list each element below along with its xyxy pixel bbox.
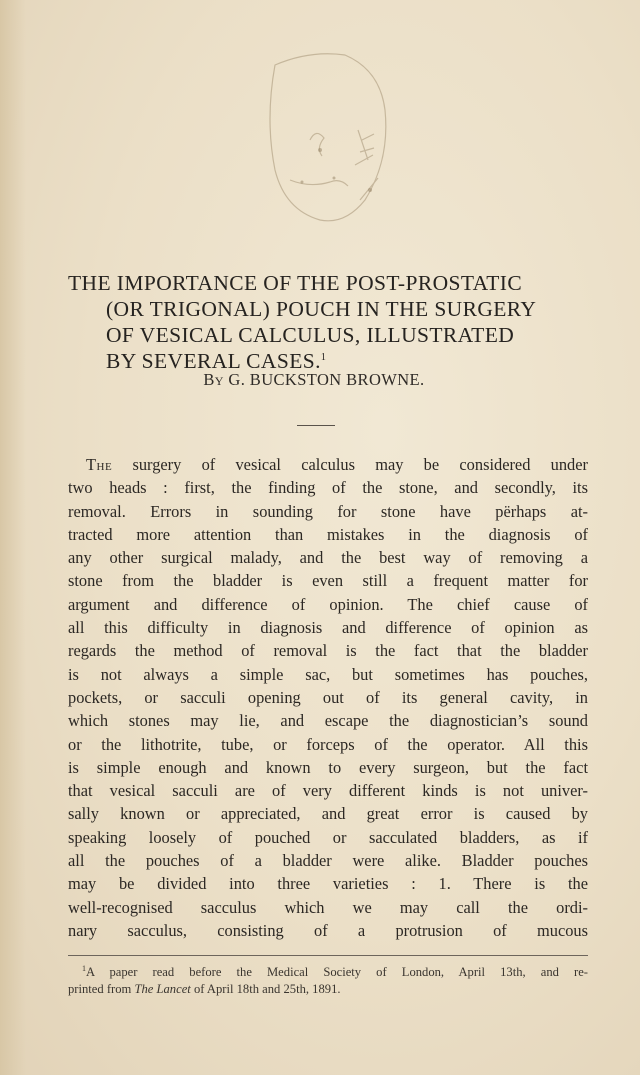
- title-footnote-marker: 1: [320, 352, 327, 363]
- footnote-marker: 1: [82, 964, 86, 973]
- body-line: regards the method of removal is the fact that the bladder: [68, 641, 588, 661]
- body-line: sally known or appreciated, and great error is caused by: [68, 804, 588, 824]
- title-line: OF VESICAL CALCULUS, ILLUSTRATED: [106, 323, 515, 347]
- body-line: pockets, or sacculi opening out of its general cavity, in: [68, 687, 588, 707]
- title-line: (OR TRIGONAL) POUCH IN THE SURGERY: [106, 297, 537, 321]
- body-line: removal. Errors in sounding for stone have përhaps at-: [68, 501, 588, 521]
- footnote-divider: [68, 955, 588, 956]
- title-line: THE IMPORTANCE OF THE POST-PROSTATIC: [68, 271, 523, 295]
- footnote-line: [68, 981, 588, 998]
- author-name: G. BUCKSTON BROWNE.: [228, 370, 425, 389]
- title-line-text: BY SEVERAL CASES.: [106, 349, 321, 373]
- byline-prefix: By: [203, 370, 224, 389]
- footnote-line: [68, 964, 588, 981]
- author-byline: [0, 370, 640, 390]
- footnote-line-text: of April 18th and 25th, 1891.: [193, 982, 341, 996]
- footnote: [68, 964, 588, 998]
- body-line: all this difficulty in diagnosis and difference of opinion as: [68, 618, 588, 638]
- page-binding-shadow: [0, 0, 26, 1075]
- journal-name: The Lancet: [134, 982, 191, 996]
- body-line: speaking loosely of pouched or sacculated bladders, as if: [68, 827, 588, 847]
- body-line: that vesical sacculi are of very different kinds is not univer-: [68, 781, 588, 801]
- body-line: [68, 453, 588, 476]
- body-line: any other surgical malady, and the best way of removing a: [68, 548, 588, 568]
- body-line: stone from the bladder is even still a frequent matter for: [68, 571, 588, 591]
- section-divider: [297, 425, 335, 426]
- body-line: tracted more attention than mistakes in the diagnosis of: [68, 524, 588, 544]
- body-line: is simple enough and known to every surgeon, but the fact: [68, 757, 588, 777]
- body-line-text: surgery of vesical calculus may be considered under: [132, 455, 588, 474]
- body-line: which stones may lie, and escape the diagnostician’s sound: [68, 711, 588, 731]
- body-line: argument and difference of opinion. The chief cause of: [68, 594, 588, 614]
- body-line: well-recognised sacculus which we may call the ordi-: [68, 897, 588, 917]
- library-stamp-mark: [250, 40, 400, 240]
- opening-word: The: [86, 455, 113, 474]
- body-line: or the lithotrite, tube, or forceps of the operator. All this: [68, 734, 588, 754]
- body-line: nary sacculus, consisting of a protrusion of mucous: [68, 920, 588, 940]
- body-line: two heads : first, the finding of the stone, and secondly, its: [68, 478, 588, 498]
- body-line: is not always a simple sac, but sometimes has pouches,: [68, 664, 588, 684]
- article-body: [68, 453, 588, 942]
- body-line: all the pouches of a bladder were alike. Bladder pouches: [68, 851, 588, 871]
- footnote-line-text: A paper read before the Medical Society of London, April 13th, and re-: [86, 965, 588, 979]
- article-title: [68, 270, 628, 374]
- body-line: may be divided into three varieties : 1. There is the: [68, 874, 588, 894]
- footnote-line-text: printed from: [68, 982, 132, 996]
